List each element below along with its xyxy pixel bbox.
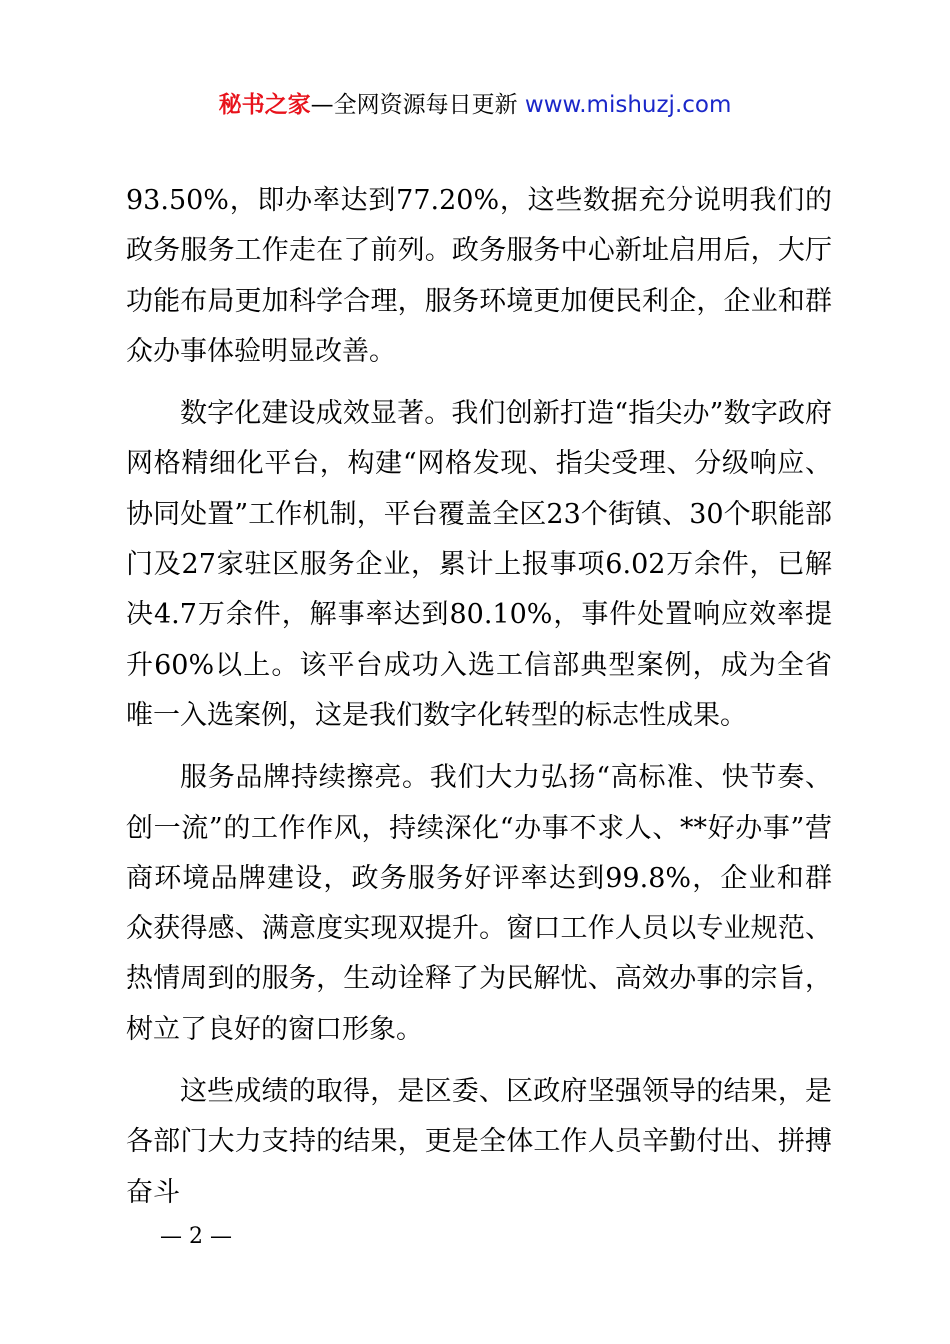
brand-name: 秘书之家 [218,92,311,118]
paragraph-digital-construction: 数字化建设成效显著。我们创新打造“指尖办”数字政府网格精细化平台，构建“网格发现、指尖受理、分级响应、协同处置”工作机制，平台覆盖全区23个街镇、30个职能部门及27家驻区服务企业，累计上报事项6.02万余件，已解决4.7万余件，解事率达到80.10%，事件处置响应效率提升60%以上。该平台成功入选工信部典型案例，成为全省唯一入选案例，这是我们数字化转型的标志性成果。 [126,398,832,731]
site-url-link[interactable]: www.mishuzj.com [524,92,732,118]
document-body [126,176,832,1218]
paragraph-achievements: 这些成绩的取得，是区委、区政府坚强领导的结果，是各部门大力支持的结果，更是全体工作人员辛勤付出、拼搏奋斗 [126,1076,832,1208]
page-number: — 2 — [160,1224,232,1249]
header-tagline: —全网资源每日更新 [310,92,525,118]
paragraph-service-brand: 服务品牌持续擦亮。我们大力弘扬“高标准、快节奏、创一流”的工作作风，持续深化“办事不求人、**好办事”营商环境品牌建设，政务服务好评率达到99.8%，企业和群众获得感、满意度实现双提升。窗口工作人员以专业规范、热情周到的服务，生动诠释了为民解忧、高效办事的宗旨，树立了良好的窗口形象。 [126,762,832,1045]
site-header [0,88,950,122]
paragraph-continuation: 93.50%，即办率达到77.20%，这些数据充分说明我们的政务服务工作走在了前列。政务服务中心新址启用后，大厅功能布局更加科学合理，服务环境更加便民利企，企业和群众办事体验明显改善。 [126,185,832,367]
